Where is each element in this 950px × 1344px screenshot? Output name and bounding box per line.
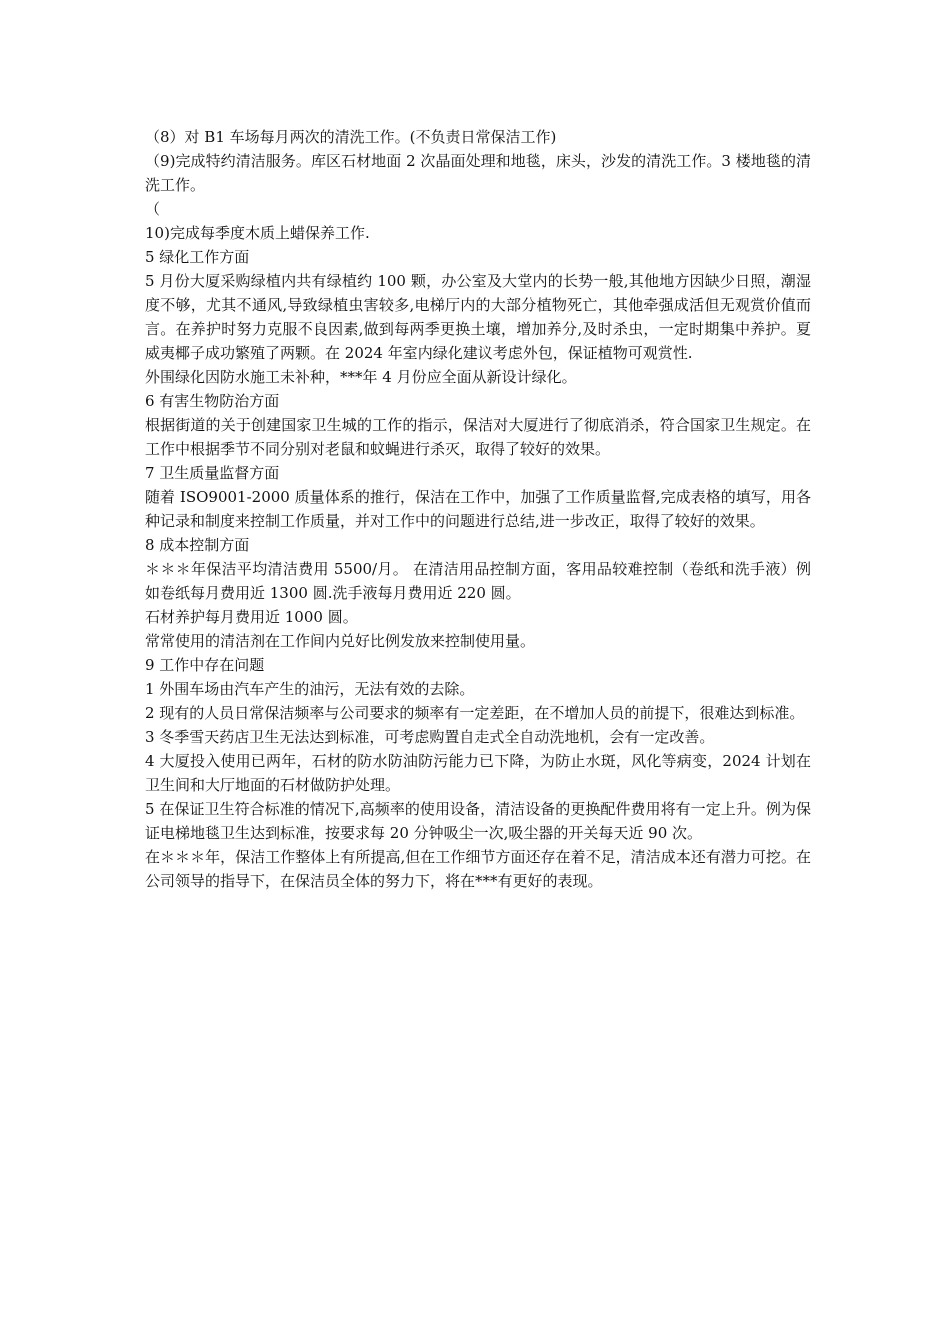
document-body — [145, 125, 811, 893]
section-8-cost-heading: 8 成本控制方面 — [145, 536, 250, 554]
item-10-wood-waxing: 10)完成每季度木质上蜡保养工作. — [145, 224, 370, 242]
item-8-b1-parking: （8）对 B1 车场每月两次的清洗工作。(不负责日常保洁工作) — [145, 128, 557, 146]
section-8-detergent-control: 常常使用的清洁剂在工作间内兑好比例发放来控制使用量。 — [145, 632, 536, 650]
section-6-pest-control-heading: 6 有害生物防治方面 — [145, 392, 280, 410]
issue-4: 4 大厦投入使用已两年，石材的防水防油防污能力已下降，为防止水斑，风化等病变，2024 计划在卫生间和大厅地面的石材做防护处理。 — [145, 752, 811, 794]
section-5-greening-heading: 5 绿化工作方面 — [145, 248, 250, 266]
section-5-outdoor-greening: 外围绿化因防水施工未补种，***年 4 月份应全面从新设计绿化。 — [145, 368, 577, 386]
issue-3: 3 冬季雪天药店卫生无法达到标准，可考虑购置自走式全自动洗地机，会有一定改善。 — [145, 728, 715, 746]
section-7-quality-heading: 7 卫生质量监督方面 — [145, 464, 280, 482]
issue-5: 5 在保证卫生符合标准的情况下,高频率的使用设备，清洁设备的更换配件费用将有一定上升。例为保证电梯地毯卫生达到标准，按要求每 20 分钟吸尘一次,吸尘器的开关每天近 90 次。 — [145, 800, 811, 842]
closing-summary: 在＊＊＊年，保洁工作整体上有所提高,但在工作细节方面还存在着不足，清洁成本还有潜力可挖。在公司领导的指导下，在保洁员全体的努力下，将在***有更好的表现。 — [145, 848, 811, 890]
section-8-stone-care-cost: 石材养护每月费用近 1000 圆。 — [145, 608, 358, 626]
issue-2: 2 现有的人员日常保洁频率与公司要求的频率有一定差距，在不增加人员的前提下，很难达到标准。 — [145, 704, 805, 722]
section-9-issues-heading: 9 工作中存在问题 — [145, 656, 265, 674]
stray-paren-line: （ — [145, 200, 161, 218]
item-9-special-cleaning: （9)完成特约清洁服务。库区石材地面 2 次晶面处理和地毯，床头，沙发的清洗工作。3 楼地毯的清洗工作。 — [145, 152, 811, 194]
section-8-cost-body: ＊＊＊年保洁平均清洁费用 5500/月。 在清洁用品控制方面，客用品较难控制（卷纸和洗手液）例如卷纸每月费用近 1300 圆.洗手液每月费用近 220 圆。 — [145, 560, 811, 602]
issue-1: 1 外围车场由汽车产生的油污，无法有效的去除。 — [145, 680, 475, 698]
section-6-pest-control-body: 根据街道的关于创建国家卫生城的工作的指示，保洁对大厦进行了彻底消杀，符合国家卫生规定。在工作中根据季节不同分别对老鼠和蚊蝇进行杀灭，取得了较好的效果。 — [145, 416, 811, 458]
section-5-greening-body: 5 月份大厦采购绿植内共有绿植约 100 颗，办公室及大堂内的长势一般,其他地方因缺少日照，潮湿度不够，尤其不通风,导致绿植虫害较多,电梯厅内的大部分植物死亡，其他牵强成活但无观赏价值而言。在养护时努力克服不良因素,做到每两季更换土壤，增加养分,及时杀虫，一定时期集中养护。夏威夷椰子成功繁殖了两颗。在 2024 年室内绿化建议考虑外包，保证植物可观赏性. — [145, 272, 811, 362]
section-7-quality-body: 随着 ISO9001-2000 质量体系的推行，保洁在工作中，加强了工作质量监督,完成表格的填写，用各种记录和制度来控制工作质量，并对工作中的问题进行总结,进一步改正，取得了较好的效果。 — [145, 488, 811, 530]
